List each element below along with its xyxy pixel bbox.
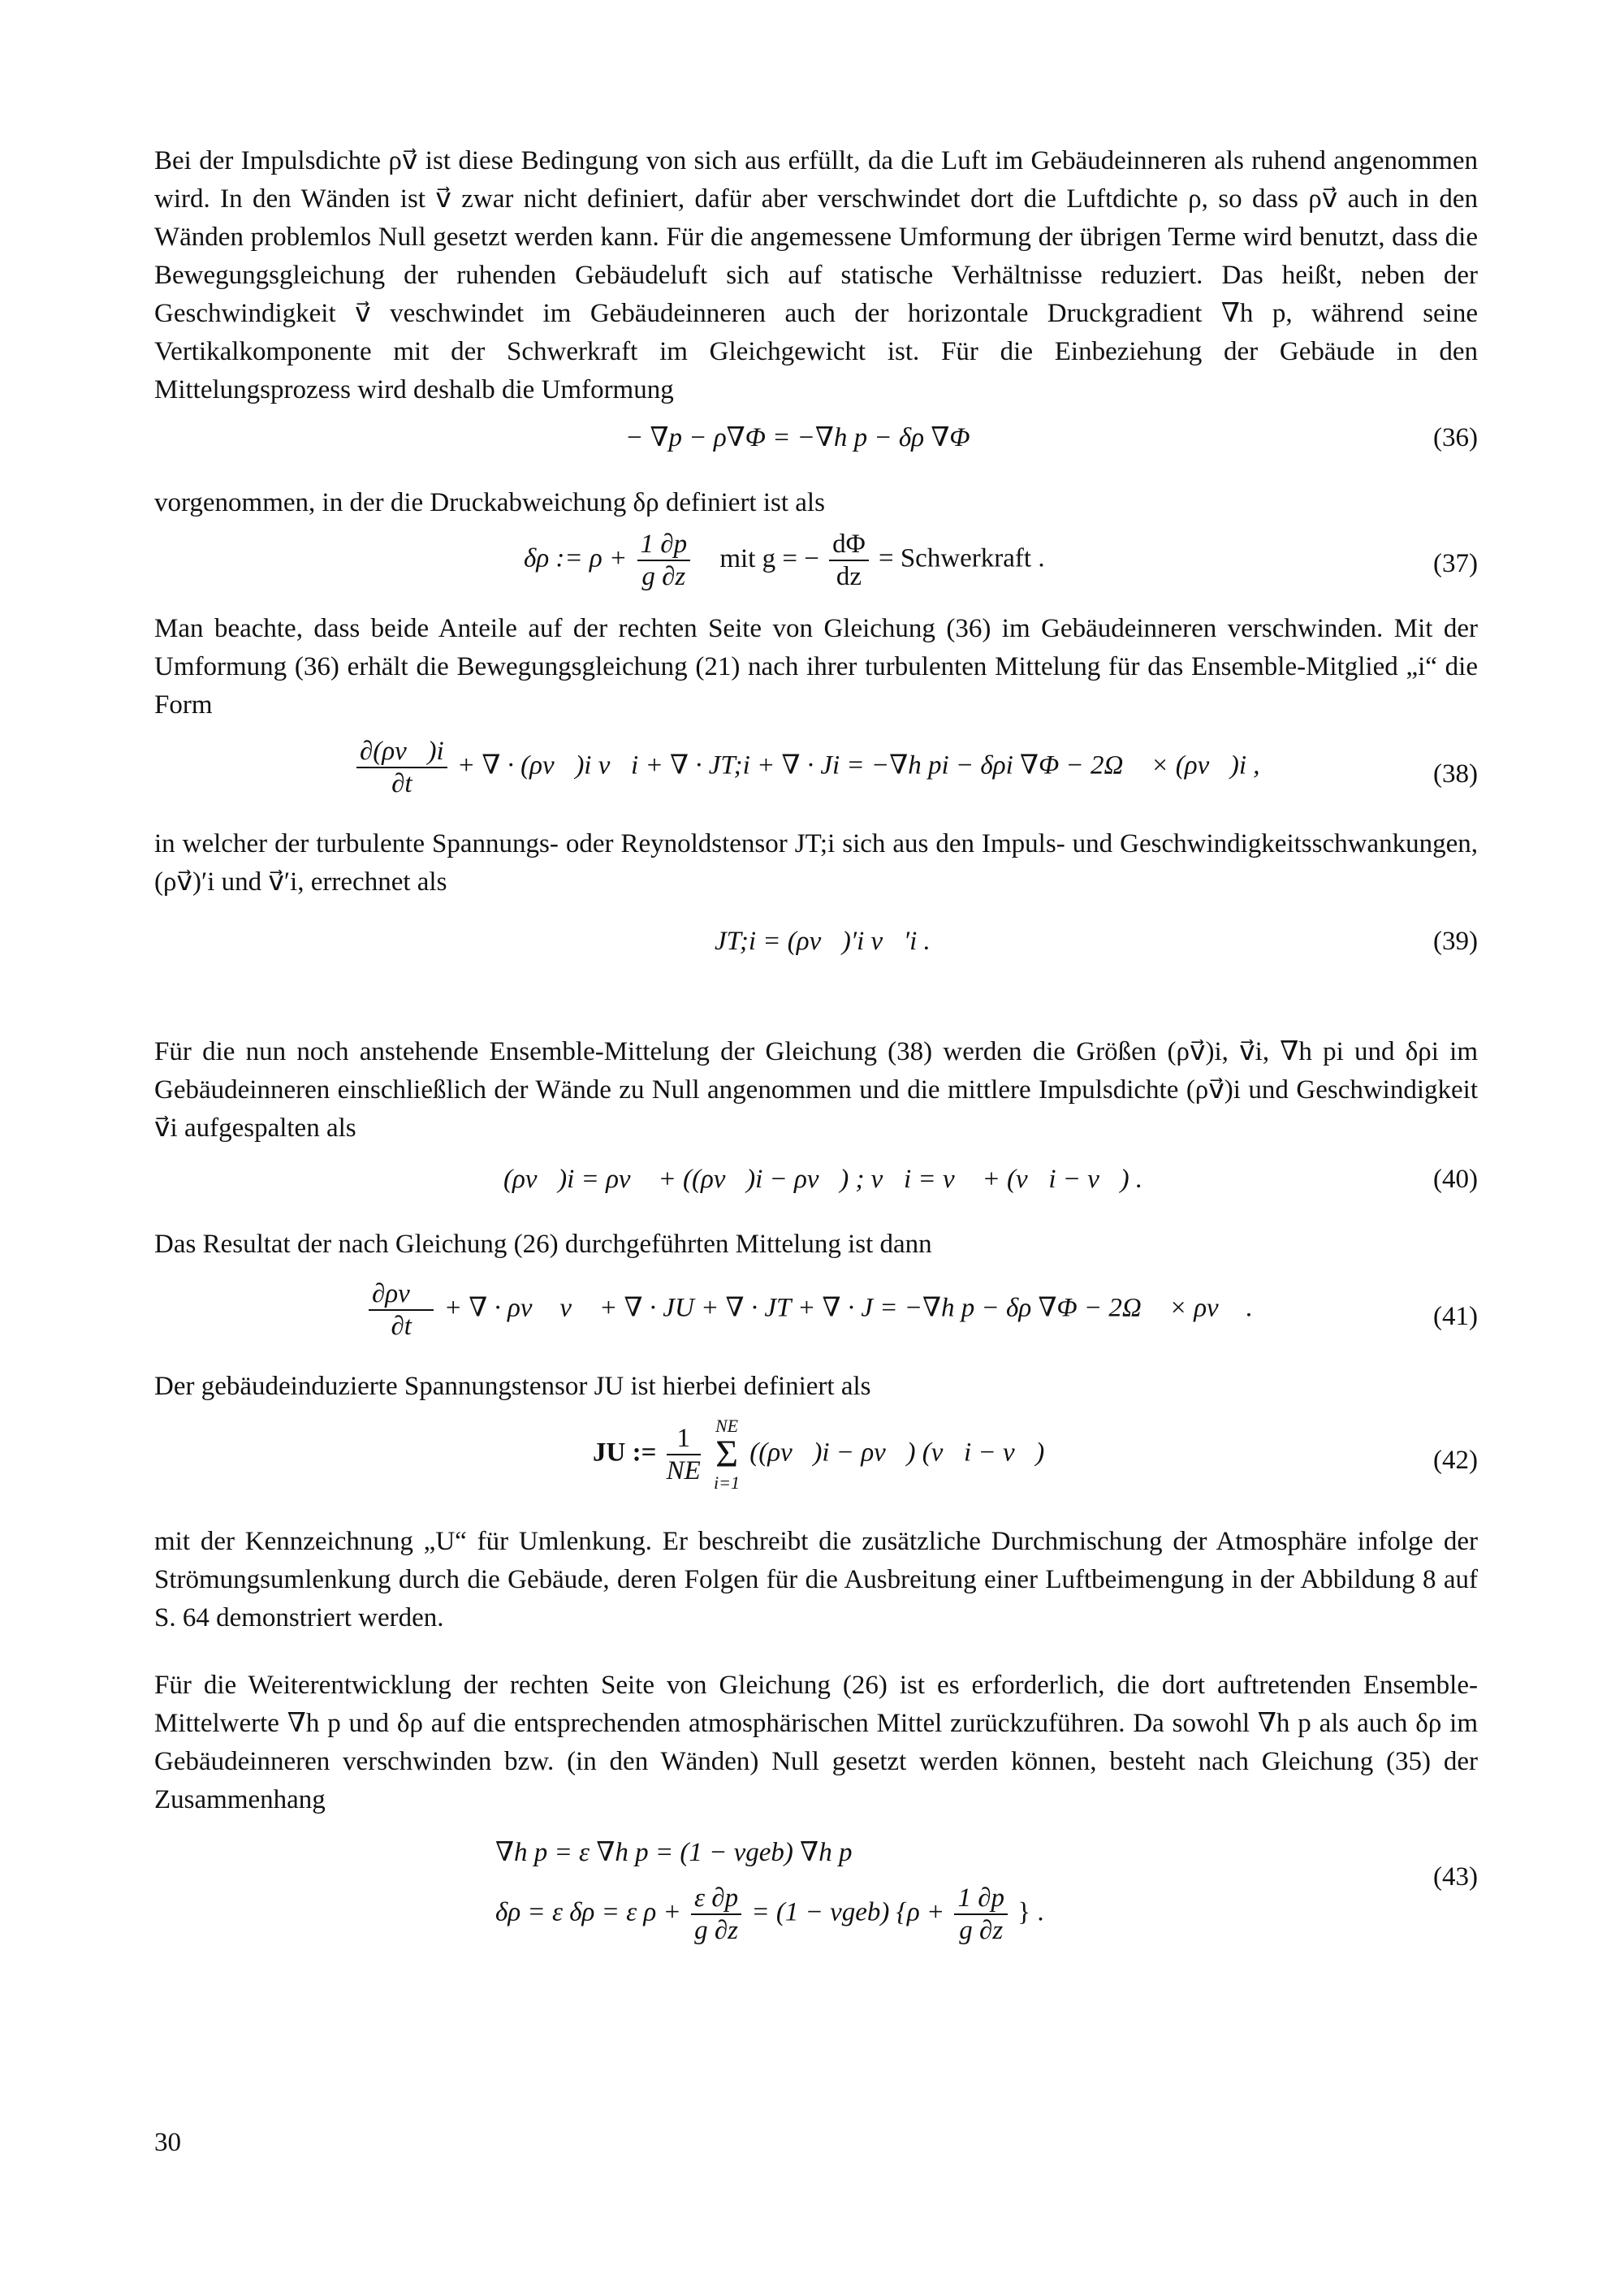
equation-42 (154, 1417, 1478, 1523)
equation-43-line-2a: δρ = ε δρ = ε ρ + (495, 1897, 681, 1927)
paragraph-8: mit der Kennzeichnung „U“ für Umlenkung. Er beschreibt die zusätzliche Durchmischung der Atmosphäre infolge der Strömungsumlenkung durch die Gebäude, deren Folgen für die Ausbreitung einer Luftbeimengung in der Abbildung 8 auf S. 64 demonstriert werden. (154, 1527, 1478, 1632)
equation-39-body: JT;i = (ρv⃗)′i v⃗′i . (715, 927, 931, 956)
equation-37-lhs: δρ := ρ + (524, 543, 628, 573)
equation-42-sum-bottom: i=1 (714, 1472, 741, 1493)
equation-42-sum-top: NE (715, 1416, 739, 1436)
equation-40-body: (ρv⃗)i = ρv⃗ + ((ρv⃗)i − ρv⃗) ; v⃗i = v⃗ + (v⃗i − v⃗) . (503, 1165, 1143, 1194)
equation-43-line-2b: = (1 − νgeb) {ρ + (751, 1897, 945, 1927)
equation-37-fraction-2-top: dΦ (829, 529, 869, 561)
equation-37 (154, 529, 1478, 610)
equation-43-fraction-1 (691, 1883, 741, 1946)
equation-43-fraction-1-bottom: g ∂z (694, 1916, 738, 1945)
page-number: 30 (154, 2128, 181, 2157)
equation-37-body (524, 529, 1045, 592)
equation-36-number: (36) (1433, 423, 1478, 452)
equation-42-sum-sign: Σ (715, 1433, 738, 1476)
equation-37-fraction-1-bottom: g ∂z (641, 562, 686, 591)
paragraph-6: Das Resultat der nach Gleichung (26) durchgeführten Mittelung ist dann (154, 1230, 932, 1259)
equation-42-fraction-bottom: NE (666, 1456, 701, 1485)
equation-43-fraction-1-top: ε ∂p (691, 1883, 741, 1915)
equation-41-fraction (369, 1278, 434, 1342)
equation-43-fraction-2-bottom: g ∂z (959, 1916, 1004, 1945)
equation-43-fraction-2-top: 1 ∂p (954, 1883, 1008, 1915)
page-body (154, 142, 1478, 1964)
equation-41-body (365, 1278, 1253, 1342)
equation-38-number: (38) (1433, 759, 1478, 789)
equation-37-fraction-2-bottom: dz (836, 562, 862, 591)
equation-42-fraction-top: 1 (667, 1423, 701, 1455)
equation-41-fraction-bottom: ∂t (391, 1312, 412, 1341)
spacer (154, 1004, 1478, 1033)
equation-38-fraction-top: ∂(ρv⃗)i (356, 736, 447, 768)
equation-37-fraction-1 (637, 529, 691, 592)
equation-43-line-2 (495, 1883, 1044, 1946)
equation-36-body: − ∇p − ρ∇Φ = −∇h p − δρ ∇Φ (625, 423, 970, 452)
equation-42-fraction (667, 1423, 701, 1486)
paragraph-4: in welcher der turbulente Spannungs- oder Reynoldstensor JT;i sich aus den Impuls- und Geschwindigkeitsschwankungen, (ρv⃗)′i und v⃗′i, errechnet als (154, 829, 1478, 897)
equation-42-lhs: JU := (593, 1438, 657, 1468)
equation-38-fraction (356, 736, 447, 799)
equation-40 (154, 1161, 1478, 1226)
equation-41-rhs: + ∇ · ρv⃗ v⃗ + ∇ · JU + ∇ · JT + ∇ · J = −∇h p − δρ ∇Φ − 2Ω⃗ × ρv⃗ . (443, 1293, 1253, 1323)
equation-38-rhs: + ∇ · (ρv⃗)i v⃗i + ∇ · JT;i + ∇ · Ji = −∇h pi − δρi ∇Φ − 2Ω⃗ × (ρv⃗)i , (456, 750, 1260, 780)
equation-41-fraction-top: ∂ρv⃗ (369, 1278, 434, 1311)
equation-42-sum (714, 1417, 740, 1492)
paragraph-7: Der gebäudeinduzierte Spannungstensor JU ist hierbei definiert als (154, 1372, 871, 1401)
equation-38-body (353, 736, 1260, 799)
equation-37-fraction-2 (829, 529, 869, 592)
equation-42-body (593, 1417, 1044, 1492)
equation-42-rhs: ((ρv⃗)i − ρv⃗) (v⃗i − v⃗) (749, 1438, 1045, 1468)
paragraph-2: vorgenommen, in der die Druckabweichung δρ definiert ist als (154, 488, 825, 517)
paragraph-5: Für die nun noch anstehende Ensemble-Mittelung der Gleichung (38) werden die Größen (ρv⃗)i, v⃗i, ∇h pi und δρi im Gebäudeinneren einschließlich der Wände zu Null angenommen und die mittlere Impulsdichte (ρv⃗)i und Geschwindigkeit v⃗i aufgespalten als (154, 1037, 1478, 1143)
equation-43-fraction-2 (954, 1883, 1008, 1946)
equation-43-line-2c: } . (1017, 1897, 1044, 1927)
equation-37-fraction-1-top: 1 ∂p (637, 529, 691, 561)
equation-38-fraction-bottom: ∂t (391, 769, 412, 798)
equation-37-mid: mit g = − (719, 543, 819, 573)
equation-43-number: (43) (1433, 1862, 1478, 1892)
equation-37-rhs: = Schwerkraft . (878, 543, 1045, 573)
equation-39 (154, 923, 1478, 1004)
paragraph-1: Bei der Impulsdichte ρv⃗ ist diese Bedingung von sich aus erfüllt, da die Luft im Gebäudeinneren als ruhend angenommen wird. In den Wänden ist v⃗ zwar nicht definiert, dafür aber verschwindet dort die Luftdichte ρ, so dass ρv⃗ auch in den Wänden problemlos Null gesetzt werden kann. Für die angemessene Umformung der übrigen Terme wird benutzt, dass die Bewegungsgleichung der ruhenden Gebäudeluft sich auf statische Verhältnisse reduziert. Das heißt, neben der Geschwindigkeit v⃗ veschwindet im Gebäudeinneren auch der horizontale Druckgradient ∇h p, während seine Vertikalkomponente mit der Schwerkraft im Gleichgewicht ist. Für die Einbeziehung der Gebäude in den Mittelungsprozess wird deshalb die Umformung (154, 146, 1478, 404)
equation-42-number: (42) (1433, 1446, 1478, 1475)
paragraph-9: Für die Weiterentwicklung der rechten Seite von Gleichung (26) ist es erforderlich, die dort auftretenden Ensemble-Mittelwerte ∇h p und δρ auf die entsprechenden atmosphärischen Mittel zurückzuführen. Da sowohl ∇h p als auch δρ im Gebäudeinneren verschwinden bzw. (in den Wänden) Null gesetzt werden können, besteht nach Gleichung (35) der Zusammenhang (154, 1671, 1478, 1814)
spacer (154, 1637, 1478, 1667)
equation-37-number: (37) (1433, 549, 1478, 578)
equation-38 (154, 736, 1478, 825)
equation-39-number: (39) (1433, 927, 1478, 956)
equation-40-number: (40) (1433, 1165, 1478, 1194)
equation-41 (154, 1278, 1478, 1368)
equation-41-number: (41) (1433, 1302, 1478, 1331)
paragraph-3: Man beachte, dass beide Anteile auf der rechten Seite von Gleichung (36) im Gebäudeinneren verschwinden. Mit der Umformung (36) erhält die Bewegungsgleichung (21) nach ihrer turbulenten Mittelung für das Ensemble-Mitglied „i“ die Form (154, 614, 1478, 720)
equation-43-line-1: ∇h p = ε ∇h p = (1 − νgeb) ∇h p (495, 1838, 853, 1867)
equation-36 (154, 419, 1478, 484)
equation-43 (154, 1834, 1478, 1964)
